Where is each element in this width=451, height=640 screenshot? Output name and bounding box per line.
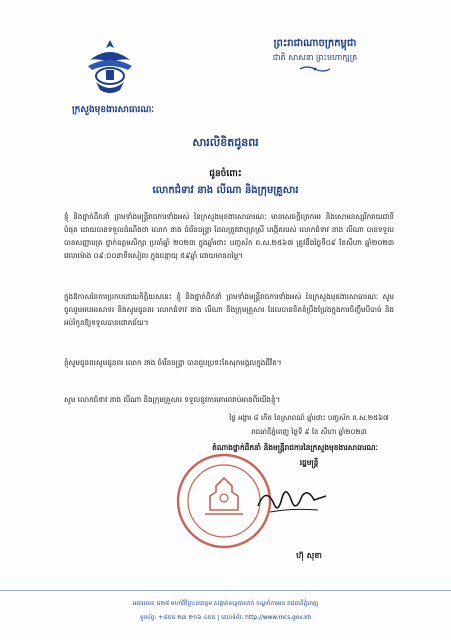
letter-title: សារលិខិតជូនពរ — [192, 136, 259, 149]
to-label: ជូនចំពោះ — [209, 169, 242, 179]
tacteng-ornament-icon — [298, 65, 332, 73]
kingdom-heading: ព្រះរាជាណាចក្រកម្ពុជា — [273, 38, 357, 49]
paragraph-wishes: ខ្ញុំសូមជូនពរសូមជូនពរ លោក នាង ចំរើនចន្ទ្រា បានជួបប្រទះតែសុភមង្គលក្នុងជីវិត។ — [64, 358, 282, 367]
lunar-date: ថ្ងៃ អង្គារ ៨ កើត ខែស្រាពណ៍ ឆ្នាំថោះ បញ្ចស័ក ព.ស.២៥៦៧ — [229, 414, 389, 422]
handwritten-signature-icon — [252, 476, 332, 526]
national-motto: ជាតិ សាសនា ព្រះមហាក្សត្រ — [272, 53, 358, 62]
signer-name: ហ៊ុ សុខា — [296, 551, 322, 560]
letter-footer — [0, 590, 451, 622]
ministry-emblem-icon — [82, 36, 138, 100]
footer-address: អគារលេខ ៥២៨ មហាវិថីព្រះនរោត្តម សង្កាត់ទន្លេបាសាក់ ខណ្ឌចំការមន រាជធានីភ្នំពេញ — [132, 601, 319, 607]
solar-date: រាជធានីភ្នំពេញ ថ្ងៃទី ៩ ខែ សីហា ឆ្នាំ២០២៣ — [251, 428, 367, 436]
recipient-name: លោកជំទាវ នាង លីណា និងក្រុមគ្រួសារ — [152, 185, 299, 196]
footer-contact: ទូរស័ព្ទ: +៨៥៥ ២៣ ២១៦ ៤៥៥ | គេហទំព័រ: http://www.mcs.gov.kh — [139, 615, 312, 621]
paragraph-congratulation: ក្នុងឱកាសនៃការប្រកបដោយកិត្តិយសនេះ ខ្ញុំ និងថ្នាក់ដឹកនាំ ព្រមទាំងមន្ត្រីរាជការទាំងអស់ នៃក្រសួងមុខងារសាធារណៈ សូមចូលរួមអបអរសាទរ និងសូមជូនពរ លោកជំទាវ នាង លីណា និងក្រុមគ្រួសារ ដែលបានខិតខំប្រឹងប្រែងក្នុងការចិញ្ចឹមបីបាច់ និងអប់រំកូនឱ្យទទួលបានជោគជ័យ។ — [64, 292, 394, 327]
signatory-role: រដ្ឋមន្ត្រី — [299, 458, 319, 467]
signatory-title: តំណាងថ្នាក់ដឹកនាំ និងមន្ត្រីរាជការនៃក្រសួងមុខងារសាធារណៈ — [212, 443, 378, 452]
ministry-name: ក្រសួងមុខងារសាធារណៈ — [72, 105, 155, 115]
paragraph-announcement: ខ្ញុំ និងថ្នាក់ដឹកនាំ ព្រមទាំងមន្ត្រីរាជការទាំងអស់ នៃក្រសួងមុខងារសាធារណៈ មានសេចក្តីត្រេកអរ និងសោមនស្សរីករាយជាទីបំផុត ដោយបានទទួលដំណឹងថា លោក នាង ចំរើនចន្ទ្រា ដែលត្រូវជាបុត្រស្រី បង្កើតរបស់ លោកជំទាវ នាង លីណា បានទទួលបានសញ្ញាបត្រ ថ្នាក់ឧត្តមសិក្សា ប្រចាំឆ្នាំ ២០២៣ ក្នុងឆ្នាំថោះ បញ្ចស័ក ព.ស.២៥៦៧ ត្រូវនឹងថ្ងៃទី០៩ ខែសីហា ឆ្នាំ២០២៣ វេលាម៉ោង ០៩:០០នាទីរសៀល ក្នុងជន្មាយុ ៥៩ឆ្នាំ ដោយមានតម្លៃ។ — [64, 212, 394, 260]
paragraph-closing: សូម លោកជំទាវ នាង លីណា និងក្រុមគ្រួសារ ទទួលនូវការគោរពរាប់អានពីយើងខ្ញុំ។ — [64, 395, 281, 404]
